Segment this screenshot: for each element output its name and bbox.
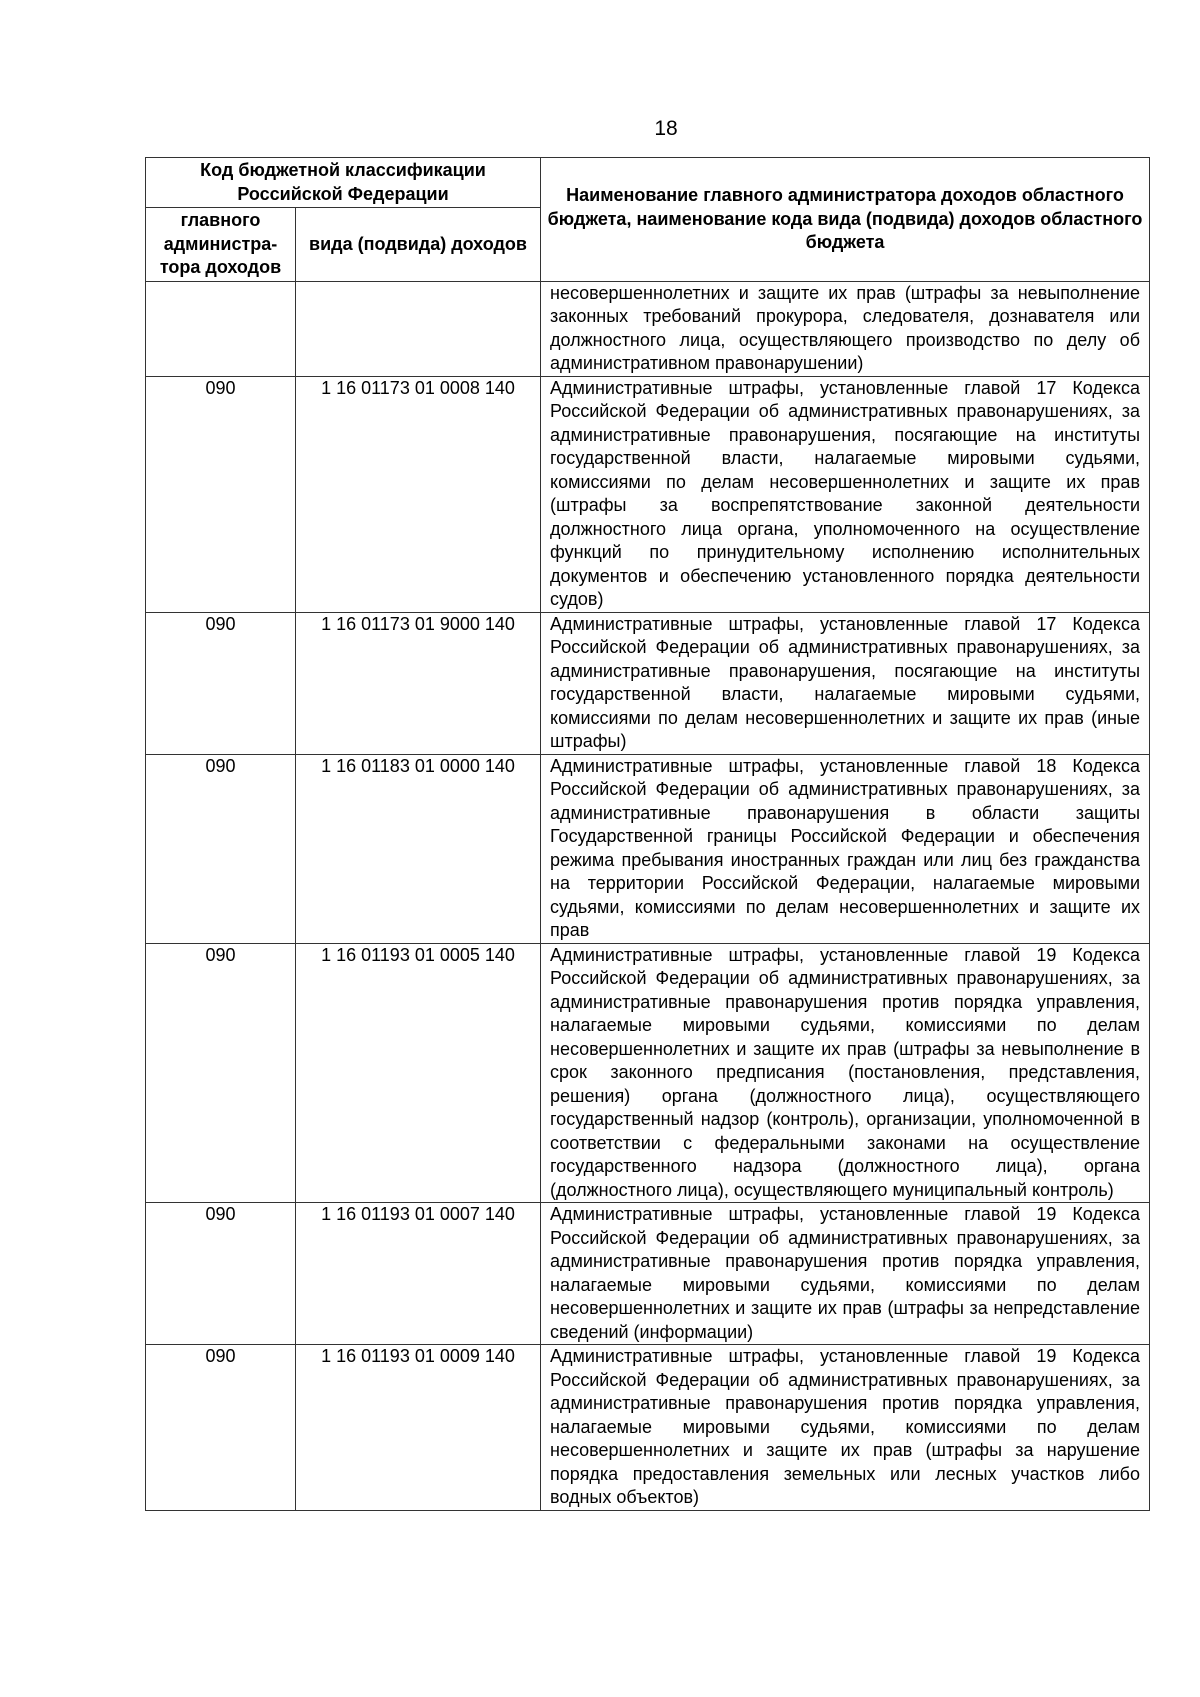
table-row	[146, 612, 1150, 754]
revenue-name-cell: несовершеннолетних и защите их прав (штрафы за невыполнение законных требований прокурора, следователя, дознавателя или должностного лица, осуществляющего производство по делу об административном правонарушении)	[541, 281, 1150, 376]
header-revenue-code: вида (подвида) доходов	[296, 208, 541, 282]
budget-classification-table	[145, 157, 1150, 1511]
revenue-code-cell: 1 16 01173 01 0008 140	[296, 376, 541, 612]
admin-code-cell: 090	[146, 1345, 296, 1511]
revenue-name-cell: Административные штрафы, установленные главой 17 Кодекса Российской Федерации об административных правонарушениях, за административные правонарушения, посягающие на институты государственной власти, налагаемые мировыми судьями, комиссиями по делам несовершеннолетних и защите их прав (иные штрафы)	[541, 612, 1150, 754]
admin-code-cell: 090	[146, 376, 296, 612]
revenue-name-cell: Административные штрафы, установленные главой 17 Кодекса Российской Федерации об административных правонарушениях, за административные правонарушения, посягающие на институты государственной власти, налагаемые мировыми судьями, комиссиями по делам несовершеннолетних и защите их прав (штрафы за воспрепятствование законной деятельности должностного лица органа, уполномоченного на осуществление функций по принудительному исполнению исполнительных документов и обеспечению установленного порядка деятельности судов)	[541, 376, 1150, 612]
table-row	[146, 376, 1150, 612]
header-name: Наименование главного администратора доходов областного бюджета, наименование кода вида (подвида) доходов областного бюджета	[541, 158, 1150, 282]
page-number: 18	[654, 117, 678, 140]
table-row	[146, 281, 1150, 376]
table-row	[146, 754, 1150, 943]
revenue-code-cell: 1 16 01173 01 9000 140	[296, 612, 541, 754]
admin-code-cell: 090	[146, 943, 296, 1203]
revenue-name-cell: Административные штрафы, установленные главой 19 Кодекса Российской Федерации об административных правонарушениях, за административные правонарушения против порядка управления, налагаемые мировыми судьями, комиссиями по делам несовершеннолетних и защите их прав (штрафы за непредставление сведений (информации)	[541, 1203, 1150, 1345]
revenue-name-cell: Административные штрафы, установленные главой 19 Кодекса Российской Федерации об административных правонарушениях, за административные правонарушения против порядка управления, налагаемые мировыми судьями, комиссиями по делам несовершеннолетних и защите их прав (штрафы за невыполнение в срок законного предписания (постановления, представления, решения) органа (должностного лица), осуществляющего государственный надзор (контроль), организации, уполномоченной в соответствии с федеральными законами на осуществление государственного надзора (должностного лица), органа (должностного лица), осуществляющего муниципальный контроль)	[541, 943, 1150, 1203]
table-row	[146, 1203, 1150, 1345]
header-group-classification: Код бюджетной классификации Российской Федерации	[146, 158, 541, 208]
revenue-code-cell: 1 16 01193 01 0009 140	[296, 1345, 541, 1511]
admin-code-cell: 090	[146, 1203, 296, 1345]
header-admin-code: главного администра-тора доходов	[146, 208, 296, 282]
revenue-name-cell: Административные штрафы, установленные главой 18 Кодекса Российской Федерации об административных правонарушениях, за административные правонарушения в области защиты Государственной границы Российской Федерации и обеспечения режима пребывания иностранных граждан или лиц без гражданства на территории Российской Федерации, налагаемые мировыми судьями, комиссиями по делам несовершеннолетних и защите их прав	[541, 754, 1150, 943]
table-row	[146, 1345, 1150, 1511]
admin-code-cell: 090	[146, 754, 296, 943]
table-header	[146, 158, 1150, 282]
admin-code-cell	[146, 281, 296, 376]
revenue-code-cell: 1 16 01183 01 0000 140	[296, 754, 541, 943]
admin-code-cell: 090	[146, 612, 296, 754]
table-body	[146, 281, 1150, 1510]
revenue-code-cell: 1 16 01193 01 0007 140	[296, 1203, 541, 1345]
table-row	[146, 943, 1150, 1203]
revenue-name-cell: Административные штрафы, установленные главой 19 Кодекса Российской Федерации об административных правонарушениях, за административные правонарушения против порядка управления, налагаемые мировыми судьями, комиссиями по делам несовершеннолетних и защите их прав (штрафы за нарушение порядка предоставления земельных или лесных участков либо водных объектов)	[541, 1345, 1150, 1511]
revenue-code-cell	[296, 281, 541, 376]
revenue-code-cell: 1 16 01193 01 0005 140	[296, 943, 541, 1203]
